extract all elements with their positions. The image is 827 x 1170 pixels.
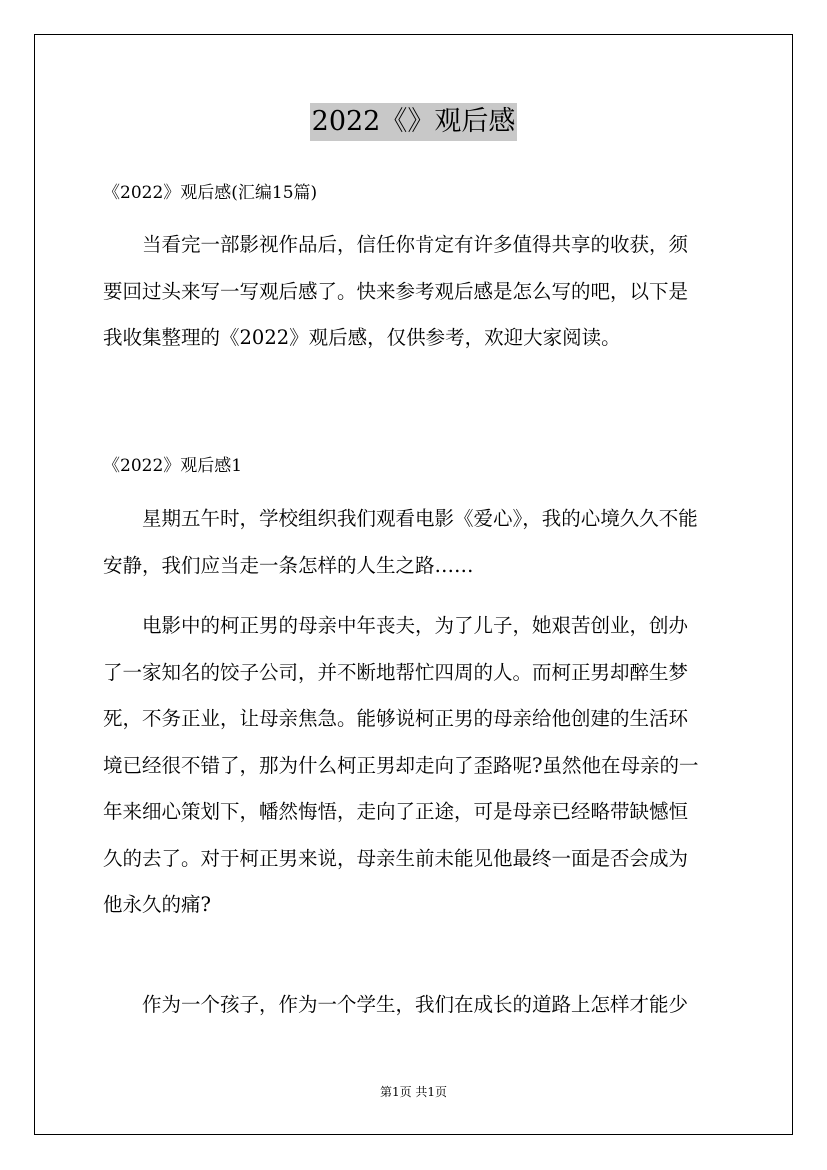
paragraph-line: 年来细心策划下，幡然悔悟，走向了正途，可是母亲已经略带缺憾恒 bbox=[103, 800, 689, 823]
document-subtitle: 《2022》观后感(汇编15篇) bbox=[103, 183, 318, 203]
paragraph-line: 作为一个孩子，作为一个学生，我们在成长的道路上怎样才能少 bbox=[142, 993, 689, 1016]
paragraph-line: 电影中的柯正男的母亲中年丧夫，为了儿子，她艰苦创业，创办 bbox=[142, 614, 689, 637]
paragraph-line: 星期五午时，学校组织我们观看电影《爱心》，我的心境久久不能 bbox=[142, 507, 698, 530]
paragraph-line: 安静，我们应当走一条怎样的人生之路…… bbox=[103, 553, 474, 577]
paragraph-line: 要回过头来写一写观后感了。快来参考观后感是怎么写的吧，以下是 bbox=[103, 279, 689, 303]
paragraph-line: 死，不务正业，让母亲焦急。能够说柯正男的母亲给他创建的生活环 bbox=[103, 707, 689, 730]
title-container bbox=[0, 103, 827, 141]
document-title: 2022《》观后感 bbox=[310, 103, 518, 141]
paragraph-line: 当看完一部影视作品后，信任你肯定有许多值得共享的收获，须 bbox=[142, 233, 689, 256]
paragraph-line: 境已经很不错了，那为什么柯正男却走向了歪路呢?虽然他在母亲的一 bbox=[103, 753, 699, 777]
paragraph-line: 久的去了。对于柯正男来说，母亲生前未能见他最终一面是否会成为 bbox=[103, 846, 689, 870]
body-paragraph-3 bbox=[103, 982, 725, 1029]
paragraph-line: 他永久的痛? bbox=[103, 893, 211, 916]
paragraph-line: 我收集整理的《2022》观后感，仅供参考，欢迎大家阅读。 bbox=[103, 326, 621, 349]
intro-paragraph bbox=[103, 222, 725, 362]
paragraph-line: 了一家知名的饺子公司，并不断地帮忙四周的人。而柯正男却醉生梦 bbox=[103, 660, 689, 684]
section-heading: 《2022》观后感1 bbox=[103, 456, 243, 476]
body-paragraph-2 bbox=[103, 603, 725, 929]
body-paragraph-1 bbox=[103, 496, 725, 589]
page-footer: 第1页 共1页 bbox=[379, 1085, 448, 1099]
